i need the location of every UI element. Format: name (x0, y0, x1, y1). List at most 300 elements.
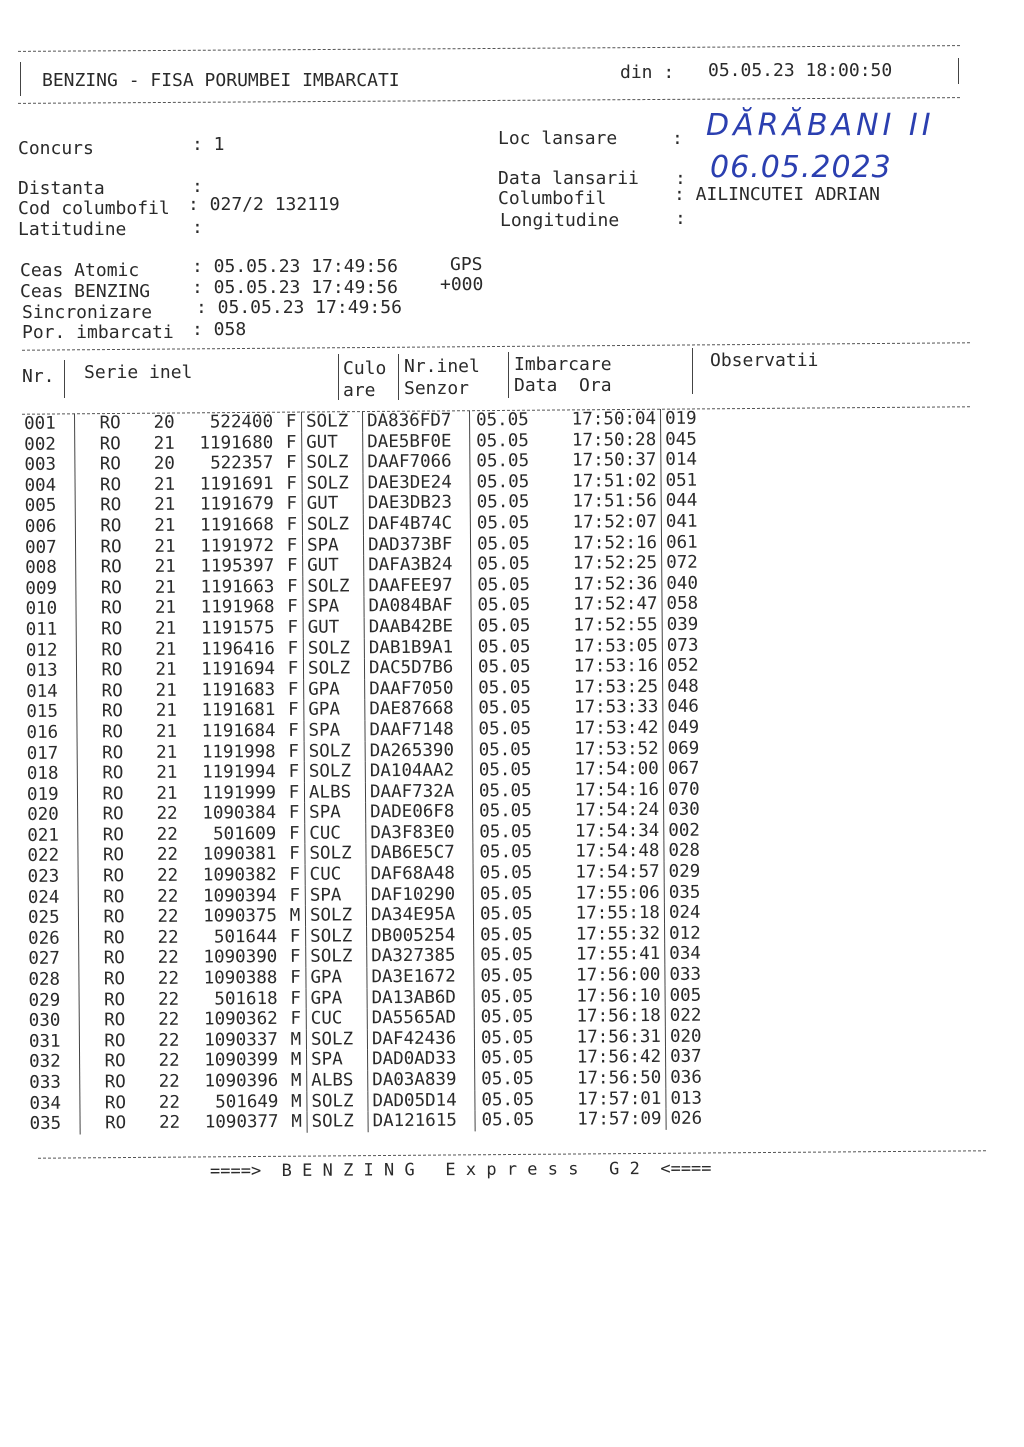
color-cell: SOLZ (303, 576, 364, 597)
country-code-cell: RO (103, 989, 126, 1010)
row-number-cell: 012 (20, 640, 77, 661)
ring-number-cell: 1090375 (203, 906, 278, 927)
ring-number-cell: 1191575 (200, 617, 275, 639)
country-code-cell: RO (101, 722, 124, 743)
row-number-cell: 032 (23, 1052, 80, 1073)
sex-cell: F (284, 844, 305, 865)
distanta-label: Distanta (18, 178, 105, 199)
observation-cell: 073 (666, 635, 699, 656)
country-code-cell: RO (99, 433, 121, 454)
observation-cell: 013 (670, 1088, 703, 1109)
observation-cell: 005 (669, 985, 702, 1006)
country-code-cell: RO (104, 1113, 127, 1134)
table-bottom-rule (38, 1150, 986, 1158)
embark-date-cell: 05.05 (481, 1110, 535, 1131)
ring-year-cell: 21 (153, 433, 175, 454)
embark-date-cell: 05.05 (479, 883, 533, 905)
country-code-cell: RO (99, 474, 122, 496)
sex-cell: F (286, 1009, 307, 1030)
ceas-benzing-label: Ceas BENZING (20, 281, 151, 302)
observation-cell: 037 (669, 1047, 702, 1068)
country-code-cell: RO (104, 1030, 126, 1052)
row-number-cell: 029 (23, 990, 80, 1011)
color-cell: SPA (304, 720, 365, 741)
ring-year-cell: 22 (157, 886, 179, 907)
embark-date-cell: 05.05 (480, 1007, 534, 1028)
color-cell: SOLZ (307, 1091, 368, 1112)
sex-cell: F (285, 947, 306, 968)
footer-brand-line: ====> B E N Z I N G E x p r e s s G 2 <==== (209, 1158, 712, 1182)
ring-year-cell: 21 (154, 556, 176, 578)
ring-number-cell: 1090396 (204, 1070, 279, 1092)
table-header-divider-3 (398, 354, 399, 400)
embark-date-cell: 05.05 (478, 677, 531, 699)
observation-cell: 019 (664, 408, 697, 429)
color-cell: SOLZ (302, 452, 363, 473)
color-cell: SOLZ (306, 1029, 367, 1050)
ring-year-cell: 21 (156, 783, 178, 804)
embark-date-cell: 05.05 (477, 574, 531, 596)
country-code-cell: RO (99, 413, 121, 434)
sex-cell: M (285, 906, 306, 927)
observation-cell: 026 (670, 1108, 703, 1130)
sex-cell: F (283, 618, 304, 639)
sensor-id-cell: DAD373BF (363, 534, 470, 555)
sex-cell: F (284, 782, 305, 803)
row-number-cell: 026 (22, 928, 79, 949)
observation-cell: 029 (668, 861, 701, 882)
country-code-cell: RO (102, 763, 124, 784)
observation-cell: 051 (665, 470, 698, 491)
country-code-cell: RO (101, 660, 123, 681)
observation-cell: 067 (667, 758, 700, 780)
color-cell: SOLZ (307, 1111, 368, 1132)
sensor-id-cell: DA03A839 (368, 1069, 475, 1090)
sensor-id-cell: DAAF7066 (363, 452, 470, 473)
embark-date-cell: 05.05 (477, 615, 531, 637)
columbofil-label: Columbofil (498, 188, 607, 209)
ring-year-cell: 22 (158, 1051, 180, 1072)
embark-time-cell: 17:54:48 (549, 841, 664, 862)
country-code-cell: RO (103, 948, 125, 969)
ring-year-cell: 22 (156, 804, 178, 825)
ceas-benzing-value: : 05.05.23 17:49:56 (192, 277, 398, 298)
embark-date-cell: 05.05 (476, 471, 530, 493)
ring-number-cell: 501649 (215, 1091, 279, 1113)
color-cell: GPA (306, 988, 367, 1009)
country-code-cell: RO (102, 783, 124, 805)
ring-year-cell: 21 (155, 639, 177, 660)
embark-time-cell: 17:52:16 (547, 533, 662, 554)
color-cell: ALBS (307, 1070, 368, 1091)
sensor-id-cell: DA265390 (365, 740, 472, 761)
observation-cell: 070 (667, 779, 700, 800)
ring-number-cell: 1191691 (199, 473, 274, 495)
ring-year-cell: 21 (155, 680, 177, 701)
observation-cell: 028 (668, 841, 701, 862)
row-number-cell: 001 (18, 414, 75, 435)
embark-time-cell: 17:57:09 (551, 1109, 666, 1130)
column-header-culoare-2: are (343, 380, 376, 401)
observation-cell: 041 (665, 511, 698, 532)
sensor-id-cell: DAAFEE97 (364, 575, 471, 596)
sensor-id-cell: DA121615 (368, 1111, 475, 1132)
embark-date-cell: 05.05 (476, 533, 530, 554)
ring-number-cell: 501609 (213, 823, 277, 845)
embark-time-cell: 17:55:32 (550, 924, 665, 945)
sensor-id-cell: DA327385 (367, 946, 474, 967)
sex-cell: F (281, 432, 302, 453)
row-number-cell: 018 (21, 764, 78, 785)
sensor-id-cell: DAE3DE24 (363, 472, 470, 493)
ring-year-cell: 21 (154, 515, 176, 536)
country-code-cell: RO (100, 516, 122, 537)
document-title: BENZING - FISA PORUMBEI IMBARCATI (42, 70, 400, 91)
row-number-cell: 015 (20, 702, 77, 723)
data-lansarii-label: Data lansarii (498, 168, 639, 189)
embark-time-cell: 17:55:06 (550, 883, 665, 904)
sex-cell: F (286, 988, 307, 1009)
row-number-cell: 006 (19, 517, 76, 538)
sensor-id-cell: DA836FD7 (362, 410, 469, 431)
embark-date-cell: 05.05 (476, 430, 529, 451)
row-number-cell: 024 (22, 887, 79, 908)
sensor-id-cell: DA13AB6D (367, 987, 474, 1008)
table-header-divider-5 (692, 348, 693, 394)
embark-date-cell: 05.05 (481, 1068, 535, 1090)
ring-year-cell: 22 (158, 1030, 180, 1051)
row-number-cell: 031 (23, 1031, 80, 1052)
ring-year-cell: 21 (155, 618, 177, 639)
embark-date-cell: 05.05 (480, 986, 534, 1008)
header-right-rule (958, 58, 959, 84)
row-number-cell: 009 (19, 578, 76, 599)
sex-cell: F (284, 741, 305, 762)
ring-number-cell: 1090337 (204, 1029, 279, 1051)
data-lansarii-handwritten: 06.05.2023 (710, 150, 892, 185)
sensor-id-cell: DAB1B9A1 (364, 637, 471, 658)
sex-cell: M (286, 1091, 307, 1112)
country-code-cell: RO (103, 907, 125, 928)
sincronizare-label: Sincronizare (22, 302, 153, 323)
ring-number-cell: 1090399 (204, 1050, 279, 1071)
sex-cell: M (286, 1071, 307, 1092)
row-number-cell: 035 (23, 1114, 80, 1135)
ring-number-cell: 1090362 (203, 1009, 278, 1030)
ceas-atomic-source: GPS (450, 254, 483, 275)
country-code-cell: RO (101, 701, 123, 722)
embark-time-cell: 17:53:42 (548, 718, 663, 739)
ring-year-cell: 21 (155, 659, 177, 681)
sex-cell: F (285, 865, 306, 886)
sensor-id-cell: DAC5D7B6 (364, 658, 471, 679)
ring-year-cell: 22 (158, 1092, 181, 1113)
porumbei-imbarcati-label: Por. imbarcati (22, 322, 174, 343)
ring-year-cell: 21 (155, 721, 178, 742)
sensor-id-cell: DAF68A48 (366, 864, 473, 885)
color-cell: SOLZ (302, 514, 363, 535)
cod-columbofil-value: : 027/2 132119 (188, 194, 340, 215)
sensor-id-cell: DAAF7050 (365, 678, 472, 699)
observation-cell: 049 (667, 717, 700, 738)
sex-cell: F (281, 474, 302, 495)
row-number-cell: 019 (21, 784, 78, 805)
sensor-id-cell: DADE06F8 (366, 802, 473, 823)
embark-date-cell: 05.05 (477, 657, 531, 678)
table-row (23, 1109, 730, 1135)
sex-cell: F (283, 638, 304, 659)
sensor-id-cell: DA34E95A (366, 905, 473, 926)
embark-date-cell: 05.05 (476, 492, 530, 513)
embark-time-cell: 17:50:04 (546, 409, 661, 430)
embark-time-cell: 17:56:42 (551, 1047, 666, 1068)
ring-year-cell: 21 (153, 474, 176, 495)
color-cell: ALBS (304, 782, 365, 803)
column-header-nr-inel-2: Senzor (404, 378, 470, 399)
row-number-cell: 004 (18, 475, 75, 496)
header-left-rule (20, 62, 21, 96)
observation-cell: 020 (669, 1026, 702, 1047)
embark-date-cell: 05.05 (478, 739, 532, 760)
table-header-divider-4 (508, 352, 509, 398)
sensor-id-cell: DAF42436 (367, 1028, 474, 1049)
observation-cell: 046 (667, 696, 700, 718)
sensor-id-cell: DAD05D14 (368, 1090, 475, 1111)
longitudine-label: Longitudine (500, 210, 620, 231)
ring-number-cell: 1090384 (202, 803, 277, 824)
embark-time-cell: 17:52:36 (547, 574, 662, 595)
sex-cell: M (286, 1112, 307, 1133)
embark-date-cell: 05.05 (481, 1089, 535, 1110)
embark-date-cell: 05.05 (480, 966, 534, 987)
embark-date-cell: 05.05 (479, 842, 533, 863)
ceas-benzing-offset: +000 (440, 274, 484, 295)
sex-cell: F (284, 803, 305, 824)
ring-number-cell: 1090390 (203, 947, 278, 968)
ring-number-cell: 1191694 (201, 659, 276, 680)
concurs-label: Concurs (18, 138, 94, 159)
embark-time-cell: 17:56:31 (551, 1027, 666, 1048)
row-number-cell: 011 (20, 619, 77, 640)
embark-date-cell: 05.05 (479, 801, 532, 822)
sex-cell: F (282, 535, 303, 556)
sex-cell: F (284, 762, 305, 783)
embark-time-cell: 17:53:25 (548, 677, 663, 698)
observation-cell: 024 (668, 902, 701, 924)
table-header-divider-2 (338, 354, 339, 400)
ring-number-cell: 1090394 (202, 885, 277, 907)
embark-time-cell: 17:56:18 (551, 1006, 666, 1027)
sensor-id-cell: DA104AA2 (365, 761, 472, 782)
header-bottom-rule (18, 97, 960, 104)
cod-columbofil-label: Cod columbofil (18, 198, 170, 219)
embark-time-cell: 17:52:25 (547, 553, 662, 574)
ring-number-cell: 1090382 (202, 865, 277, 886)
ring-number-cell: 1191681 (201, 700, 276, 721)
embark-time-cell: 17:50:28 (546, 430, 661, 451)
embark-time-cell: 17:55:18 (550, 903, 665, 924)
row-number-cell: 028 (22, 970, 79, 991)
table-header-top-rule (22, 342, 970, 350)
embark-date-cell: 05.05 (478, 760, 532, 781)
column-header-culoare-1: Culo (343, 358, 387, 379)
ring-year-cell: 21 (154, 598, 177, 619)
embark-time-cell: 17:50:37 (546, 450, 661, 471)
observation-cell: 034 (669, 944, 701, 965)
ring-year-cell: 21 (156, 742, 178, 763)
row-number-cell: 022 (21, 846, 78, 867)
sex-cell: F (283, 700, 304, 721)
country-code-cell: RO (104, 1051, 126, 1072)
columbofil-value: : AILINCUTEI ADRIAN (674, 184, 880, 205)
ring-year-cell: 22 (158, 1112, 181, 1134)
ring-number-cell: 1090377 (204, 1112, 279, 1133)
row-number-cell: 014 (20, 681, 77, 702)
country-code-cell: RO (100, 536, 122, 557)
sex-cell: F (285, 968, 306, 989)
color-cell: SOLZ (305, 844, 366, 865)
embark-date-cell: 05.05 (480, 945, 534, 966)
embark-time-cell: 17:53:05 (548, 635, 663, 656)
color-cell: GUT (303, 617, 364, 638)
observation-cell: 061 (665, 532, 698, 553)
observation-cell: 048 (667, 676, 699, 697)
row-number-cell: 017 (21, 743, 78, 764)
sensor-id-cell: DB005254 (367, 925, 474, 946)
observation-cell: 022 (669, 1005, 702, 1027)
country-code-cell: RO (104, 1010, 126, 1031)
column-header-serie-inel: Serie inel (84, 362, 193, 383)
sex-cell: F (283, 721, 304, 742)
column-header-nr-inel-1: Nr.inel (404, 356, 480, 377)
ring-year-cell: 22 (158, 1009, 180, 1031)
row-number-cell: 008 (19, 558, 76, 579)
ring-year-cell: 21 (155, 701, 177, 722)
ring-year-cell: 22 (156, 824, 178, 845)
sensor-id-cell: DAFA3B24 (364, 555, 471, 576)
ring-number-cell: 1090381 (202, 844, 277, 866)
observation-cell: 045 (665, 429, 697, 450)
color-cell: GUT (303, 555, 364, 576)
color-cell: SOLZ (304, 761, 365, 782)
country-code-cell: RO (102, 742, 124, 763)
loc-lansare-colon: : (672, 128, 683, 149)
row-number-cell: 025 (22, 908, 79, 929)
color-cell: GPA (306, 967, 367, 988)
din-label: din : (620, 62, 675, 83)
observation-cell: 036 (670, 1067, 702, 1088)
ring-number-cell: 1191668 (200, 514, 274, 536)
row-number-cell: 003 (18, 455, 75, 476)
embark-time-cell: 17:53:33 (548, 697, 663, 718)
print-datetime: 05.05.23 18:00:50 (708, 60, 893, 81)
country-code-cell: RO (101, 619, 123, 640)
ring-number-cell: 1191680 (199, 432, 274, 454)
country-code-cell: RO (104, 1072, 126, 1093)
embark-time-cell: 17:56:50 (551, 1068, 666, 1089)
row-number-cell: 030 (23, 1011, 80, 1032)
embark-date-cell: 05.05 (480, 1048, 534, 1069)
color-cell: SOLZ (303, 638, 364, 659)
embark-time-cell: 17:52:55 (548, 615, 663, 636)
ring-number-cell: 1191968 (200, 597, 275, 618)
color-cell: SPA (307, 1050, 368, 1071)
ring-year-cell: 22 (158, 1071, 180, 1092)
embark-date-cell: 05.05 (478, 780, 532, 802)
country-code-cell: RO (100, 598, 123, 619)
ring-year-cell: 22 (157, 907, 179, 928)
concurs-value: : 1 (192, 134, 225, 155)
observation-cell: 039 (666, 614, 699, 635)
color-cell: GUT (302, 432, 363, 453)
ring-year-cell: 22 (157, 968, 180, 989)
embark-time-cell: 17:56:00 (550, 965, 665, 986)
sex-cell: F (281, 453, 302, 474)
country-code-cell: RO (102, 845, 125, 866)
sensor-id-cell: DAE3DB23 (363, 493, 470, 514)
ring-number-cell: 1191972 (200, 535, 275, 557)
sex-cell: F (284, 824, 305, 845)
country-code-cell: RO (103, 969, 126, 990)
ring-year-cell: 22 (156, 845, 179, 866)
color-cell: CUC (305, 864, 366, 885)
latitudine-label: Latitudine (18, 219, 127, 240)
ring-number-cell: 1191663 (200, 576, 275, 598)
ring-year-cell: 21 (156, 762, 178, 784)
country-code-cell: RO (101, 680, 123, 702)
ring-number-cell: 1195397 (200, 556, 275, 577)
country-code-cell: RO (103, 928, 125, 949)
longitudine-value: : (675, 208, 686, 229)
color-cell: SPA (303, 597, 364, 618)
ring-number-cell: 1191684 (201, 720, 276, 742)
observation-cell: 052 (666, 655, 699, 677)
porumbei-imbarcati-value: : 058 (192, 319, 247, 340)
row-number-cell: 023 (22, 867, 79, 888)
loc-lansare-label: Loc lansare (498, 128, 618, 149)
column-header-imbarcare-1: Imbarcare (514, 354, 612, 375)
embark-time-cell: 17:52:47 (547, 594, 662, 615)
row-number-cell: 002 (18, 434, 75, 455)
color-cell: GPA (304, 700, 365, 721)
sensor-id-cell: DAB6E5C7 (366, 843, 473, 864)
embark-time-cell: 17:54:16 (549, 780, 664, 801)
embark-date-cell: 05.05 (477, 636, 531, 657)
embark-date-cell: 05.05 (476, 451, 530, 472)
embark-date-cell: 05.05 (476, 512, 530, 534)
sensor-id-cell: DAE5BF0E (363, 431, 470, 452)
embark-time-cell: 17:53:16 (548, 656, 663, 677)
column-header-nr: Nr. (22, 366, 55, 387)
embark-time-cell: 17:54:24 (549, 800, 664, 821)
observation-cell: 033 (669, 964, 702, 985)
data-lansarii-colon: : (675, 168, 686, 189)
color-cell: SOLZ (306, 947, 367, 968)
sensor-id-cell: DAE87668 (365, 699, 472, 720)
color-cell: GUT (302, 494, 363, 515)
observation-cell: 002 (668, 820, 700, 841)
table-header-divider-1 (64, 360, 65, 398)
ring-number-cell: 501644 (213, 926, 278, 948)
embark-time-cell: 17:54:57 (550, 862, 665, 883)
embark-date-cell: 05.05 (480, 924, 533, 946)
embark-date-cell: 05.05 (477, 554, 530, 575)
ring-year-cell: 22 (157, 948, 179, 969)
embark-date-cell: 05.05 (479, 904, 533, 925)
row-number-cell: 033 (23, 1073, 80, 1094)
sensor-id-cell: DAD0AD33 (368, 1049, 475, 1070)
country-code-cell: RO (102, 825, 124, 846)
